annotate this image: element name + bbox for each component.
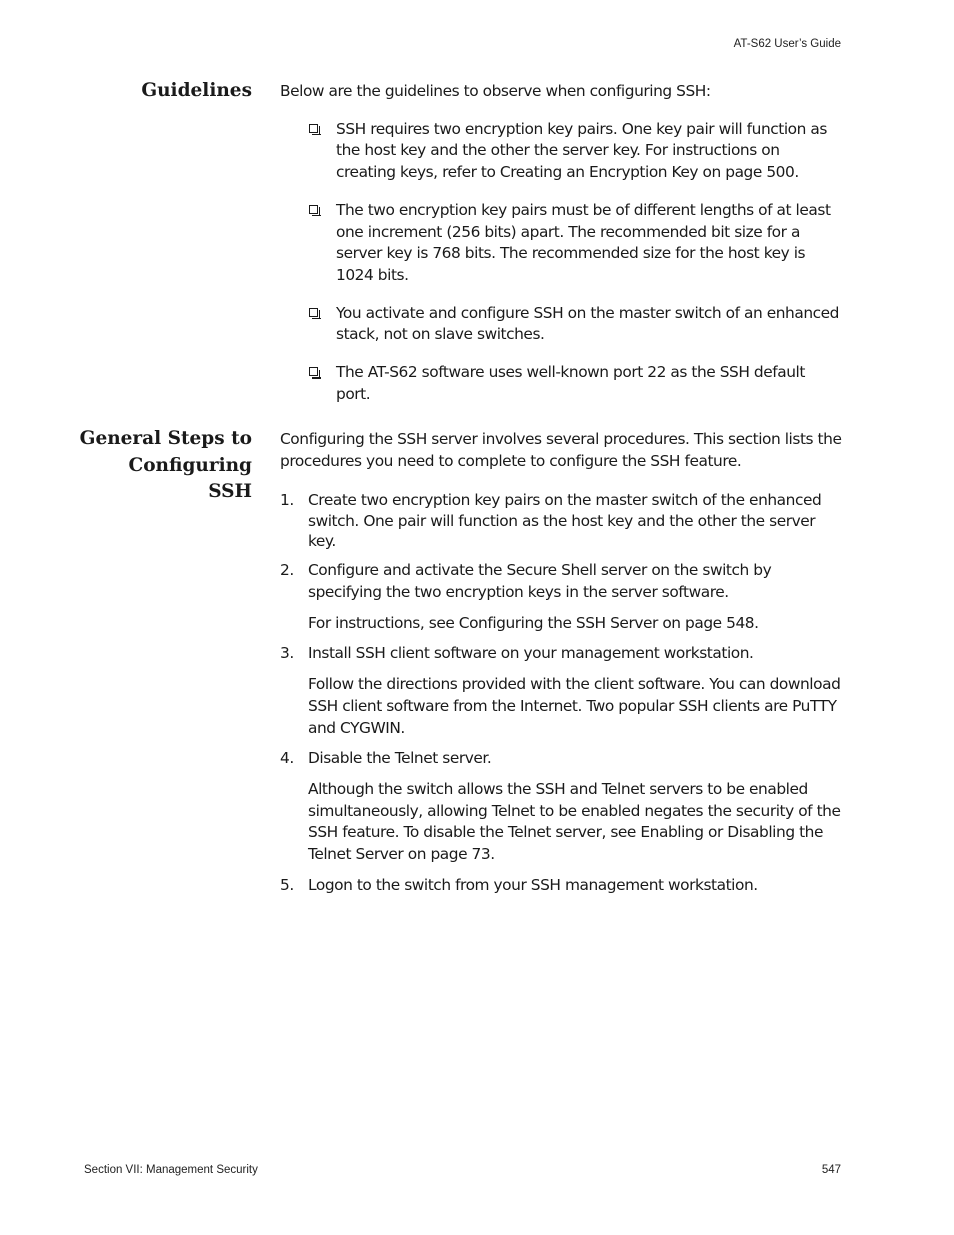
general-steps-body [280, 429, 842, 896]
checkbox-bullet-icon [309, 308, 318, 317]
guidelines-heading [52, 78, 252, 105]
footer-section-title: Section VII: Management Security [84, 1164, 258, 1176]
step-number: 4. [280, 749, 294, 768]
bullet-item [280, 362, 842, 405]
step-text: Configure and activate the Secure Shell server on the switch by specifying the two encryption keys in the server software. [308, 561, 772, 601]
step-item [280, 490, 842, 551]
footer-page-number: 547 [821, 1164, 841, 1176]
general-steps-heading-line: Configuring [128, 454, 252, 476]
bullet-item [280, 200, 842, 287]
bullet-text: The AT-S62 software uses well-known port 22 as the SSH default port. [336, 363, 805, 403]
step-number: 1. [280, 491, 294, 510]
guidelines-bullet-list [280, 119, 842, 406]
step-text: Disable the Telnet server. [308, 749, 492, 768]
guidelines-heading-text: Guidelines [141, 80, 252, 101]
step-item [280, 560, 842, 634]
bullet-text: The two encryption key pairs must be of different lengths of at least one increment (256 bits) apart. The recommended bit size for a server key is 768 bits. The recommended size for the host key is 1024 bits. [336, 200, 831, 284]
bullet-item [280, 303, 842, 346]
step-note: Follow the directions provided with the client software. You can download SSH client software from the Internet. Two popular SSH clients are PuTTY and CYGWIN. [308, 675, 841, 737]
bullet-text: SSH requires two encryption key pairs. One key pair will function as the host key and the other the server key. For instructions on creating keys, refer to Creating an Encryption Key on page 500. [336, 119, 827, 182]
step-text: Logon to the switch from your SSH management workstation. [308, 875, 758, 894]
running-header-title: AT-S62 User’s Guide [733, 38, 841, 50]
bullet-text: You activate and configure SSH on the master switch of an enhanced stack, not on slave switches. [336, 303, 839, 344]
step-item [280, 748, 842, 866]
step-note: For instructions, see Configuring the SSH Server on page 548. [308, 613, 759, 632]
checkbox-bullet-icon [309, 124, 318, 133]
guidelines-body [280, 81, 842, 405]
step-text: Install SSH client software on your management workstation. [308, 644, 754, 663]
general-steps-intro: Configuring the SSH server involves several procedures. This section lists the procedures you need to complete to configure the SSH feature. [280, 430, 842, 470]
step-number: 3. [280, 644, 294, 663]
step-item [280, 643, 842, 739]
bullet-item [280, 119, 842, 184]
general-steps-heading [52, 426, 252, 506]
step-item [280, 875, 842, 897]
guidelines-intro: Below are the guidelines to observe when configuring SSH: [280, 82, 711, 100]
checkbox-bullet-icon [309, 205, 318, 214]
checkbox-bullet-icon [309, 367, 318, 376]
general-steps-heading-line: General Steps to [79, 428, 252, 449]
step-number: 5. [280, 875, 294, 894]
step-number: 2. [280, 561, 294, 580]
steps-list [280, 490, 842, 896]
step-note: Although the switch allows the SSH and Telnet servers to be enabled simultaneously, allowing Telnet to be enabled negates the security of the SSH feature. To disable the Telnet server, see Enabling or Disabling the Telnet Server on page 73. [308, 779, 841, 864]
general-steps-heading-line: SSH [208, 481, 252, 502]
step-text: Create two encryption key pairs on the master switch of the enhanced switch. One pair will function as the host key and the other the server key. [308, 491, 822, 550]
